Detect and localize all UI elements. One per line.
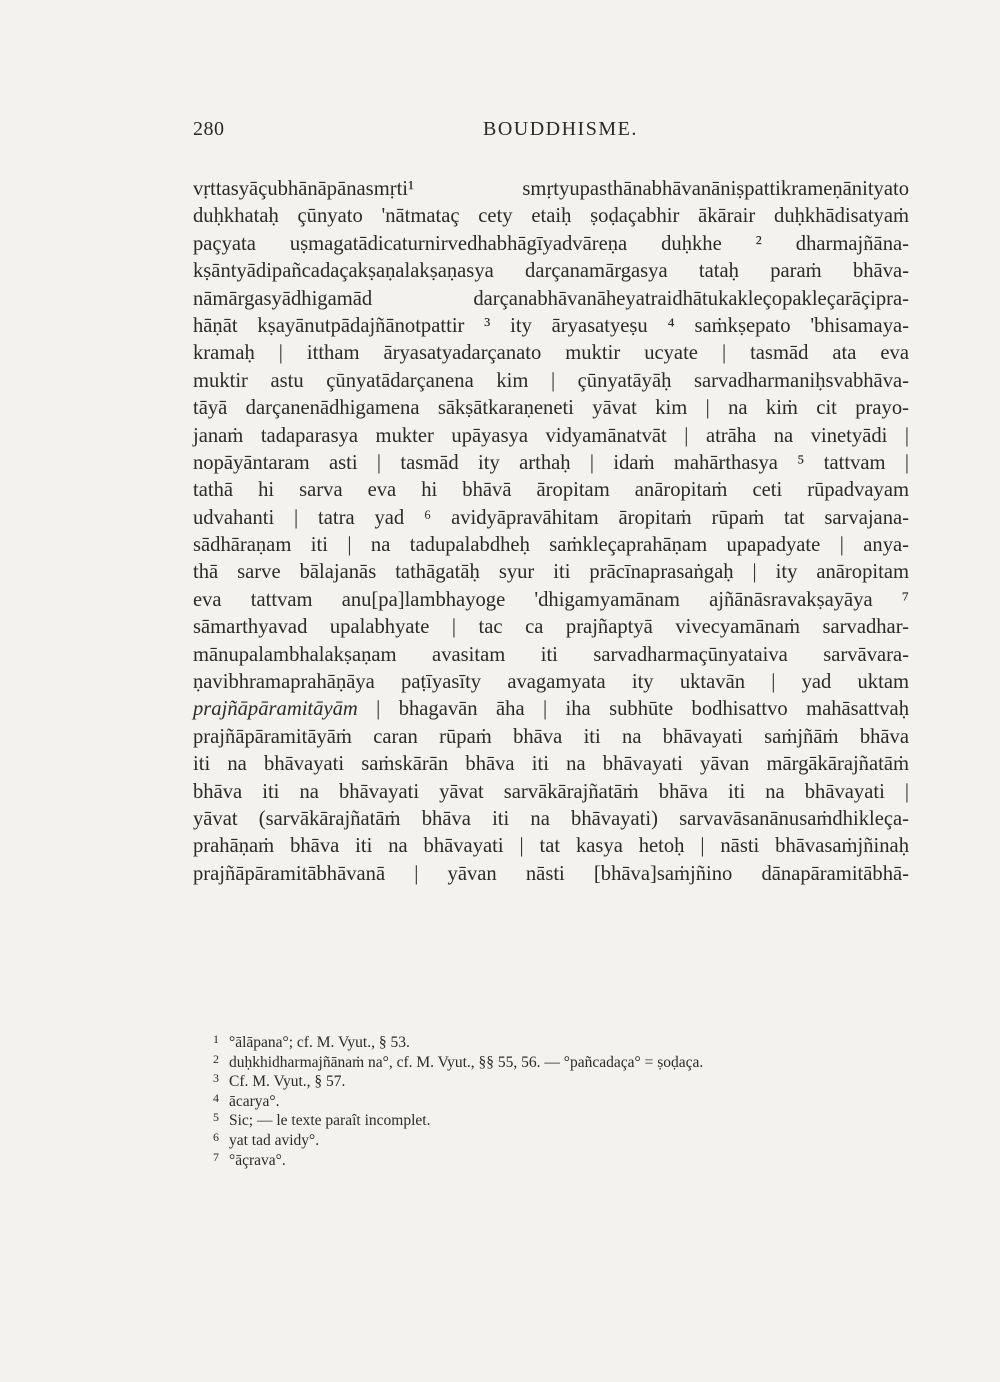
text-line: thā sarve bālajanās tathāgatāḥ syur iti prācīnaprasaṅgaḥ | ity anāropitam <box>193 561 909 584</box>
text-line: nāmārgasyādhigamād darçanabhāvanāheyatraidhātukakleçopakleçarāçipra- <box>193 287 909 310</box>
text-line: prajñāpāramitābhāvanā | yāvan nāsti [bhāva]saṁjñino dānapāramitābhā- <box>193 862 909 885</box>
footnote <box>213 1089 873 1109</box>
text-line: nopāyāntaram asti | tasmād ity arthaḥ | idaṁ mahārthasya ⁵ tattvam | <box>193 451 909 474</box>
footnote-number: 2 <box>213 1051 219 1066</box>
text-line: paçyata uṣmagatādicaturnirvedhabhāgīyadvāreṇa duḥkhe ² dharmajñāna- <box>193 232 909 255</box>
text-line: bhāva iti na bhāvayati yāvat sarvākārajñatāṁ bhāva iti na bhāvayati | <box>193 780 909 803</box>
text-line: mānupalambhalakṣaṇam avasitam iti sarvadharmaçūnyataiva sarvāvara- <box>193 643 909 666</box>
text-line: kṣāntyādipañcadaçakṣaṇalakṣaṇasya darçanamārgasya tataḥ paraṁ bhāva- <box>193 260 909 283</box>
footnote-number: 4 <box>213 1090 219 1105</box>
footnote <box>213 1148 873 1168</box>
footnote-text: °āçrava°. <box>229 1151 286 1169</box>
text-line: prajñāpāramitāyām | bhagavān āha | iha subhūte bodhisattvo mahāsattvaḥ <box>193 698 909 721</box>
text-line: duḥkhataḥ çūnyato 'nātmataç cety etaiḥ ṣoḍaçabhir ākārair duḥkhādisatyaṁ <box>193 205 909 228</box>
text-line: iti na bhāvayati saṁskārān bhāva iti na bhāvayati yāvan mārgākārajñatāṁ <box>193 753 909 776</box>
running-head: BOUDDHISME. <box>483 118 638 140</box>
text-line: sādhāraṇam iti | na tadupalabdheḥ saṁkleçaprahāṇam upapadyate | anya- <box>193 534 909 557</box>
text-line: prajñāpāramitāyāṁ caran rūpaṁ bhāva iti na bhāvayati saṁjñāṁ bhāva <box>193 725 909 748</box>
footnote <box>213 1128 873 1148</box>
footnote-number: 1 <box>213 1032 219 1046</box>
text-line: hāṇāt kṣayānutpādajñānotpattir ³ ity āryasatyeṣu ⁴ saṁkṣepato 'bhisamaya- <box>193 314 909 337</box>
text-line: kramaḥ | ittham āryasatyadarçanato muktir ucyate | tasmād ata eva <box>193 342 909 365</box>
text-line: janaṁ tadaparasya mukter upāyasya vidyamānatvāt | atrāha na vinetyādi | <box>193 424 909 447</box>
footnote-text: Cf. M. Vyut., § 57. <box>229 1073 346 1091</box>
text-line: prahāṇaṁ bhāva iti na bhāvayati | tat kasya hetoḥ | nāsti bhāvasaṁjñinaḥ <box>193 835 909 858</box>
page-header <box>193 118 909 148</box>
footnotes <box>213 1030 873 1167</box>
footnote-number: 5 <box>213 1110 219 1125</box>
text-line: tāyā darçanenādhigamena sākṣātkaraṇeneti yāvat kim | na kiṁ cit prayo- <box>193 397 909 420</box>
text-line: ṇavibhramaprahāṇāya paṭīyasīty avagamyata ity uktavān | yad uktam <box>193 671 909 694</box>
footnote-text: °ālāpana°; cf. M. Vyut., § 53. <box>229 1034 410 1051</box>
text-line: muktir astu çūnyatādarçanena kim | çūnyatāyāḥ sarvadharmaniḥsvabhāva- <box>193 369 909 392</box>
footnote-text: Sic; — le texte paraît incomplet. <box>229 1112 431 1130</box>
text-line: vṛttasyāçubhānāpānasmṛti¹ smṛtyupasthānabhāvanāniṣpattikrameṇānityato <box>193 178 909 200</box>
footnote <box>213 1069 873 1089</box>
footnote-number: 6 <box>213 1129 219 1144</box>
footnote-text: duḥkhidharmajñānaṁ na°, cf. M. Vyut., §§ 55, 56. — °pañcadaça° = ṣoḍaça. <box>229 1053 704 1071</box>
page-number: 280 <box>193 118 225 140</box>
text-line: yāvat (sarvākārajñatāṁ bhāva iti na bhāvayati) sarvavāsanānusaṁdhikleça- <box>193 807 909 830</box>
text-line: tathā hi sarva eva hi bhāvā āropitam anāropitaṁ ceti rūpadvayam <box>193 479 909 502</box>
main-text <box>193 176 909 888</box>
footnote <box>213 1050 873 1070</box>
footnote <box>213 1108 873 1128</box>
footnote-number: 3 <box>213 1071 219 1086</box>
footnote-text: ācarya°. <box>229 1092 280 1110</box>
footnote <box>213 1030 873 1050</box>
text-line: eva tattvam anu[pa]lambhayoge 'dhigamyamānam ajñānāsravakṣayāya ⁷ <box>193 588 909 611</box>
text-line: sāmarthyavad upalabhyate | tac ca prajñaptyā vivecyamānaṁ sarvadhar- <box>193 616 909 639</box>
footnote-number: 7 <box>213 1149 219 1164</box>
text-line: udvahanti | tatra yad ⁶ avidyāpravāhitam āropitaṁ rūpaṁ tat sarvajana- <box>193 506 909 529</box>
footnote-text: yat tad avidy°. <box>229 1131 320 1149</box>
